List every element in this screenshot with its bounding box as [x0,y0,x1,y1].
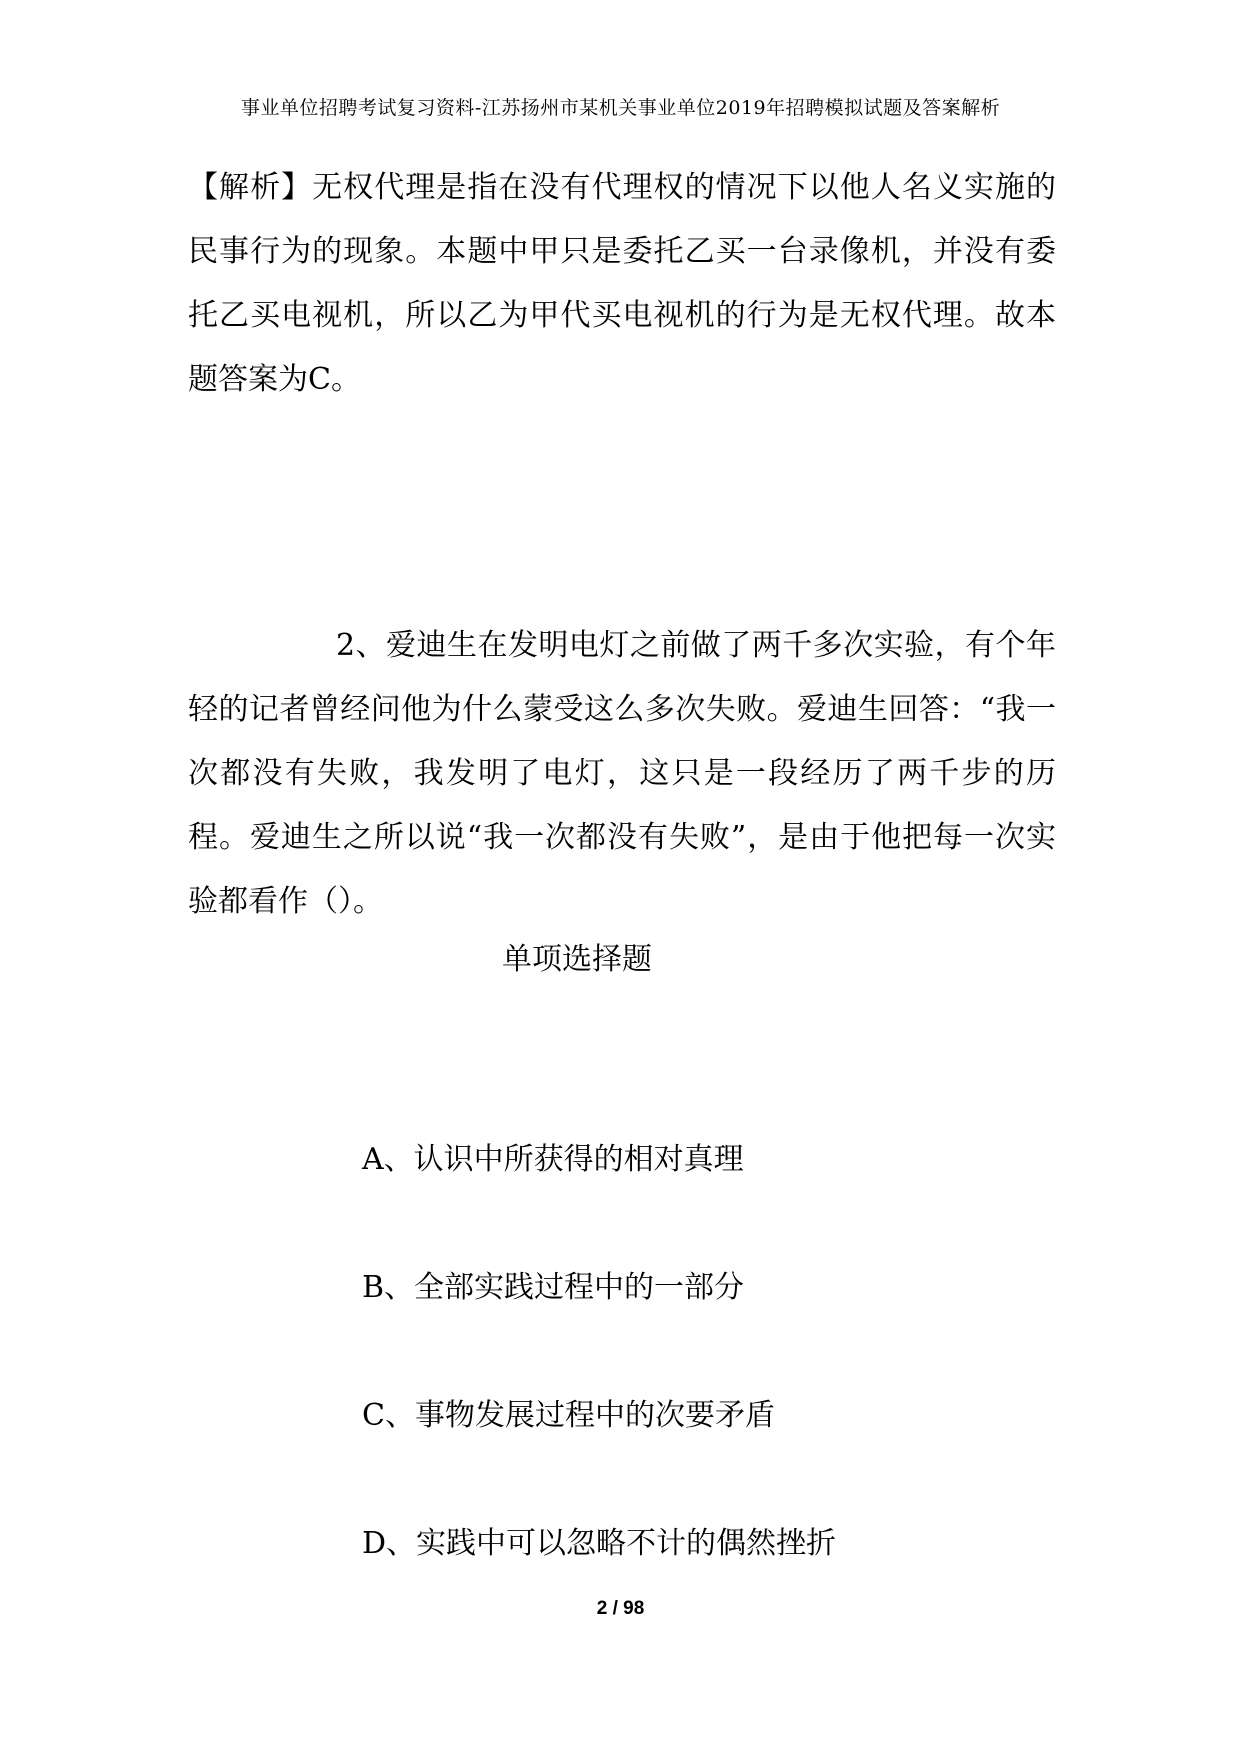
question-paragraph [188,614,1056,934]
question-stem: 爱迪生在发明电灯之前做了两千多次实验，有个年轻的记者曾经问他为什么蒙受这么多次失败。爱迪生回答：“我一次都没有失败，我发明了电灯，这只是一段经历了两千步的历程。爱迪生之所以说“我一次都没有失败”，是由于他把每一次实验都看作（）。 [188,628,1057,919]
option-b: B、全部实践过程中的一部分 [362,1270,745,1305]
document-header: 事业单位招聘考试复习资料-江苏扬州市某机关事业单位2019年招聘模拟试题及答案解析 [240,97,1001,119]
analysis-paragraph: 【解析】无权代理是指在没有代理权的情况下以他人名义实施的民事行为的现象。本题中甲只是委托乙买一台录像机，并没有委托乙买电视机，所以乙为甲代买电视机的行为是无权代理。故本题答案为C。 [188,170,1056,397]
question-number: 2、 [336,628,387,663]
option-c: C、事物发展过程中的次要矛盾 [362,1398,775,1433]
option-d: D、实践中可以忽略不计的偶然挫折 [362,1526,837,1561]
page-number: 2 / 98 [596,1598,645,1619]
question-type: 单项选择题 [502,942,652,977]
option-a: A、认识中所获得的相对真理 [362,1142,744,1177]
